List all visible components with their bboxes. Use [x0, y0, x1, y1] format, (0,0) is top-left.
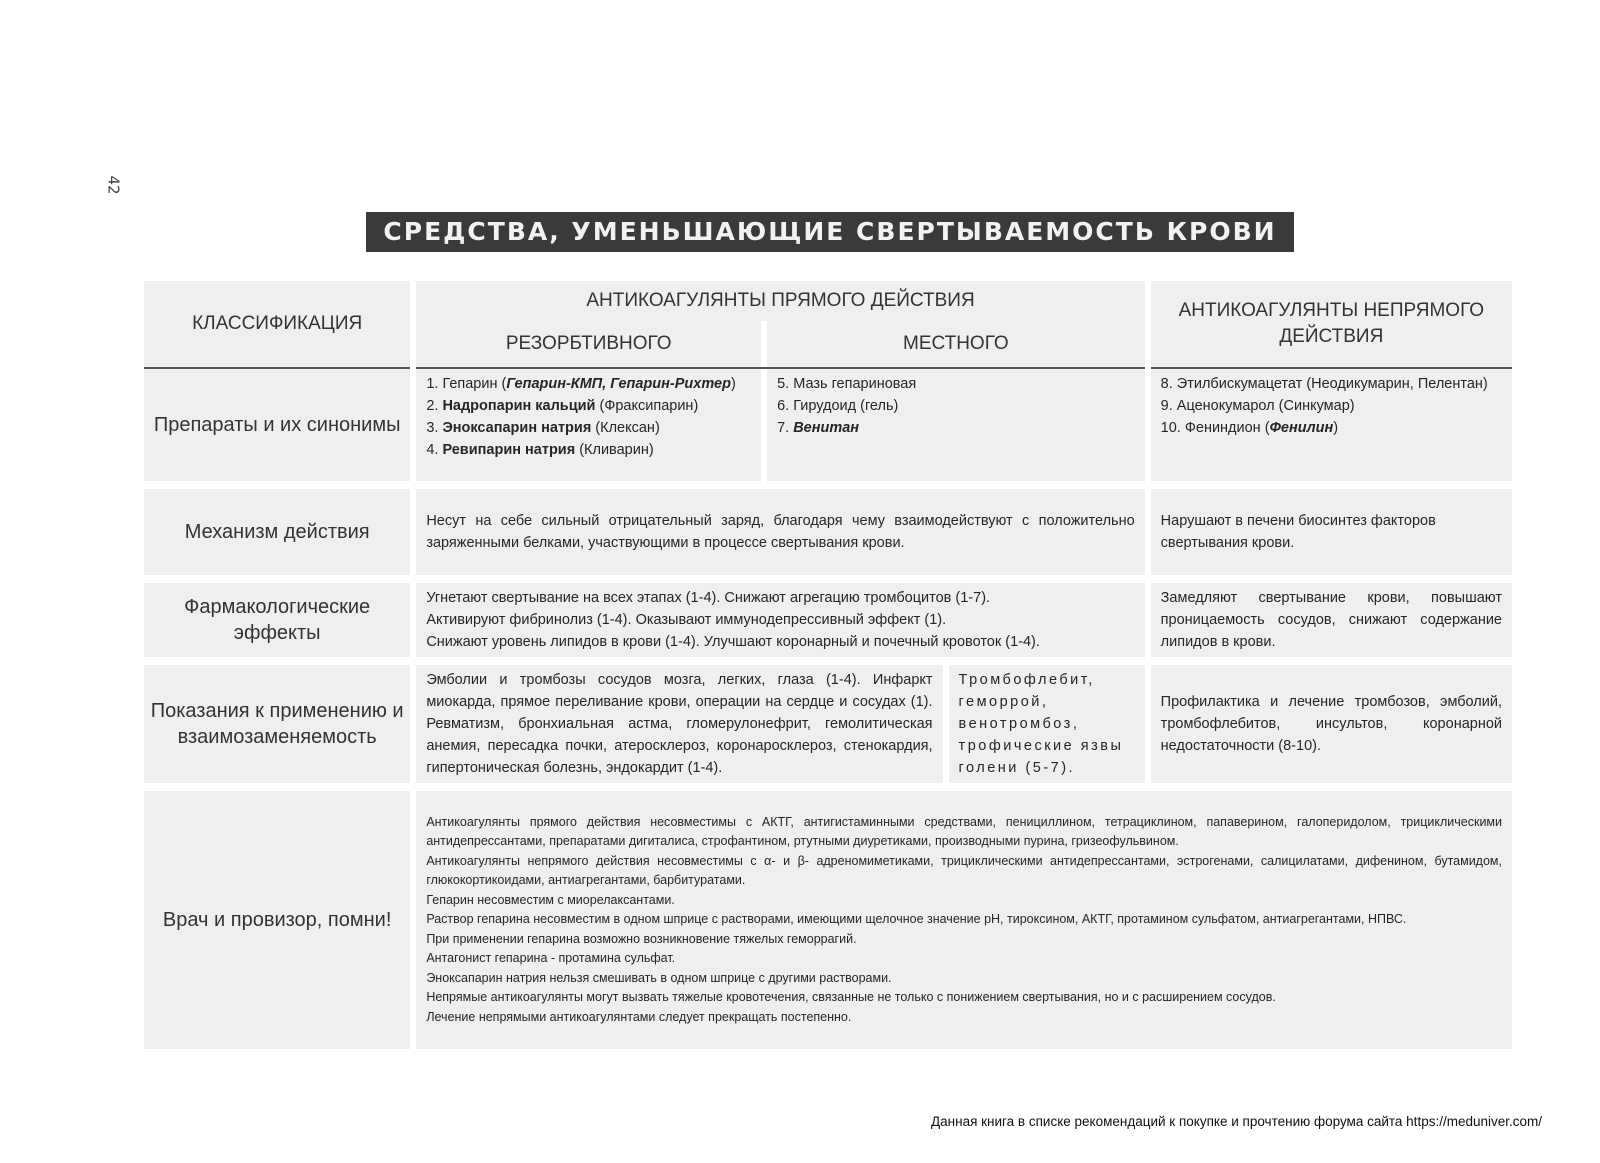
list-item: 1. Гепарин (Гепарин-КМП, Гепарин-Рихтер) — [426, 376, 736, 392]
drugs-indirect — [1151, 369, 1512, 481]
list-item: 10. Фениндион (Фенилин) — [1160, 420, 1339, 436]
list-item: 7. Венитан — [777, 420, 860, 436]
list-item: Антикоагулянты непрямого действия несовместимы с α- и β- адреномиметиками, трициклическими антидепрессантами, эстрогенами, салицилатами, дифенином, бутамидом, глюкокортикоидами, антиагрегантами, барбитуратами. — [426, 853, 1502, 888]
list-item: Антагонист гепарина - протамина сульфат. — [426, 951, 676, 966]
indications-local: Тромбофлебит, геморрой, венотромбоз, трофические язвы голени (5-7). — [949, 665, 1145, 783]
header-direct-anticoagulants: АНТИКОАГУЛЯНТЫ ПРЯМОГО ДЕЙСТВИЯ — [416, 281, 1144, 321]
list-item: 5. Мазь гепариновая — [777, 376, 917, 392]
header-local: МЕСТНОГО — [767, 321, 1145, 367]
drugs-local — [767, 369, 1145, 481]
row-label-remember: Врач и провизор, помни! — [144, 791, 410, 1049]
header-resorptive: РЕЗОРБТИВНОГО — [416, 321, 761, 367]
classification-table — [138, 281, 1518, 1049]
drugs-resorptive — [416, 369, 761, 481]
footer-note: Данная книга в списке рекомендаций к покупке и прочтению форума сайта https://meduniver.com/ — [931, 1114, 1542, 1129]
list-item: При применении гепарина возможно возникновение тяжелых геморрагий. — [426, 931, 857, 946]
list-item: Угнетают свертывание на всех этапах (1-4). Снижают агрегацию тромбоцитов (1-7). — [426, 590, 991, 606]
row-label-drugs: Препараты и их синонимы — [144, 369, 410, 481]
list-item: 2. Надропарин кальций (Фраксипарин) — [426, 398, 699, 414]
list-item: Эноксапарин натрия нельзя смешивать в одном шприце с другими растворами. — [426, 970, 892, 985]
list-item: 6. Гирудоид (гель) — [777, 398, 899, 414]
row-label-effects: Фармакологические эффекты — [144, 583, 410, 657]
list-item: Снижают уровень липидов в крови (1-4). Улучшают коронарный и почечный кровоток (1-4). — [426, 634, 1040, 650]
list-item: Лечение непрямыми антикоагулянтами следует прекращать постепенно. — [426, 1009, 852, 1024]
list-item: Раствор гепарина несовместим в одном шприце с растворами, имеющими щелочное значение pH, тироксином, АКТГ, протамином сульфатом, антиагрегантами, НПВС. — [426, 912, 1407, 927]
list-item: Непрямые антикоагулянты могут вызвать тяжелые кровотечения, связанные не только с понижением свертывания, но и с расширением сосудов. — [426, 990, 1276, 1005]
page-title: СРЕДСТВА, УМЕНЬШАЮЩИЕ СВЕРТЫВАЕМОСТЬ КРОВИ — [366, 212, 1294, 252]
list-item: 4. Ревипарин натрия (Кливарин) — [426, 442, 654, 458]
mechanism-direct: Несут на себе сильный отрицательный заряд, благодаря чему взаимодействуют с положительно заряженными белками, участвующими в процессе свертывания крови. — [416, 489, 1144, 575]
header-indirect-anticoagulants: АНТИКОАГУЛЯНТЫ НЕПРЯМОГО ДЕЙСТВИЯ — [1151, 281, 1512, 367]
list-item: 3. Эноксапарин натрия (Клексан) — [426, 420, 660, 436]
page-number: 42 — [104, 175, 123, 195]
list-item: 8. Этилбискумацетат (Неодикумарин, Пелентан) — [1160, 376, 1488, 392]
row-label-indications: Показания к применению и взаимозаменяемость — [144, 665, 410, 783]
list-item: 9. Аценокумарол (Синкумар) — [1160, 398, 1355, 414]
list-item: Антикоагулянты прямого действия несовместимы с АКТГ, антигистаминными средствами, пенициллином, тетрациклином, папаверином, галоперидолом, трициклическими антидепрессантами, препаратами дигиталиса, строфантином, ртутными диуретиками, производными пурина, гризеофульвином. — [426, 814, 1502, 849]
list-item: Активируют фибринолиз (1-4). Оказывают иммунодепрессивный эффект (1). — [426, 612, 947, 628]
mechanism-indirect: Нарушают в печени биосинтез факторов свертывания крови. — [1151, 489, 1512, 575]
row-label-mechanism: Механизм действия — [144, 489, 410, 575]
indications-resorptive: Эмболии и тромбозы сосудов мозга, легких, глаза (1-4). Инфаркт миокарда, прямое переливание крови, операции на сердце и сосудах (1). Ревматизм, бронхиальная астма, гломерулонефрит, гемолитическая анемия, пересадка почки, атеросклероз, коронаросклероз, стенокардия, гипертоническая болезнь, эндокардит (1-4). — [416, 665, 942, 783]
indications-indirect: Профилактика и лечение тромбозов, эмболий, тромбофлебитов, инсультов, коронарной недостаточности (8-10). — [1151, 665, 1512, 783]
effects-direct — [416, 583, 1144, 657]
effects-indirect: Замедляют свертывание крови, повышают проницаемость сосудов, снижают содержание липидов в крови. — [1151, 583, 1512, 657]
header-classification: КЛАССИФИКАЦИЯ — [144, 281, 410, 367]
remember-notes — [416, 791, 1512, 1049]
list-item: Гепарин несовместим с миорелаксантами. — [426, 892, 675, 907]
